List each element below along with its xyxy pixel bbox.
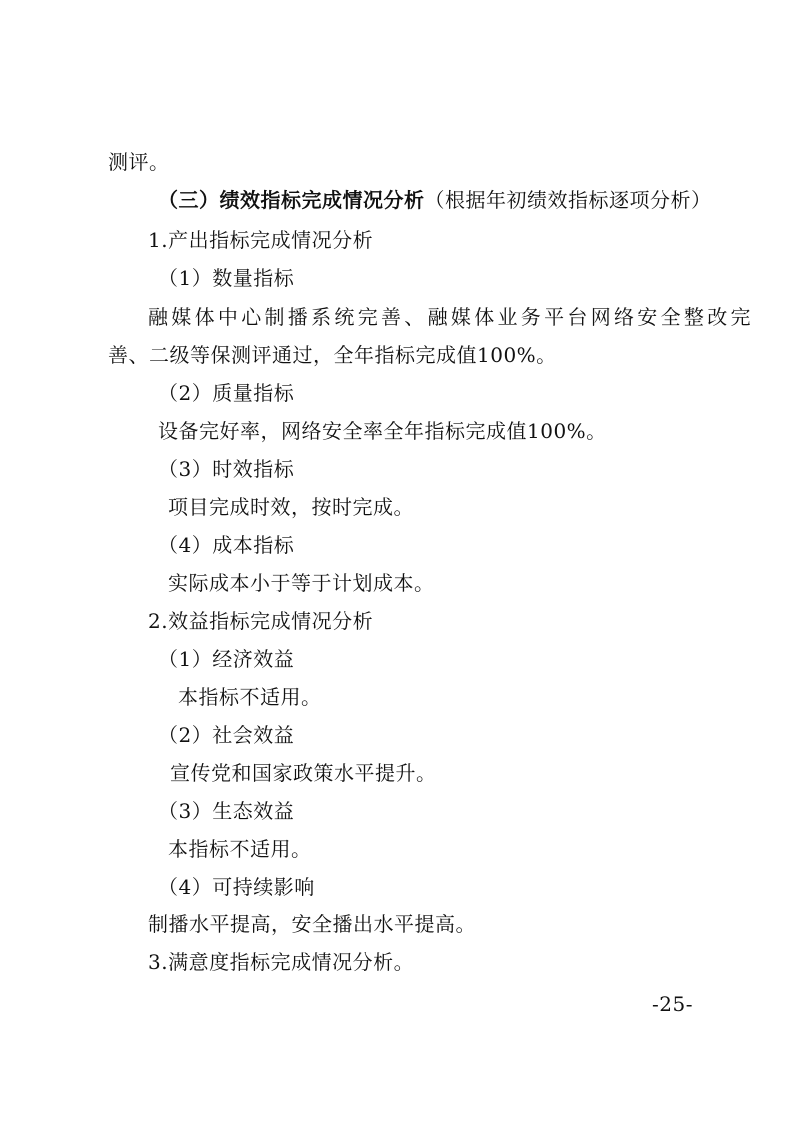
paragraph-line: 宣传党和国家政策水平提升。 <box>170 761 437 785</box>
item-heading: （1）经济效益 <box>158 647 295 671</box>
item-heading: （4）成本指标 <box>158 533 295 557</box>
paragraph-line: 项目完成时效，按时完成。 <box>168 495 414 519</box>
item-heading: （2）社会效益 <box>158 723 295 747</box>
paragraph-line: 本指标不适用。 <box>178 685 322 709</box>
item-heading: （1）数量指标 <box>158 266 295 290</box>
paragraph-line: 善、二级等保测评通过，全年指标完成值100%。 <box>108 343 557 367</box>
item-heading: （4）可持续影响 <box>158 875 315 899</box>
text-line: 测评。 <box>108 150 170 174</box>
section-heading <box>158 188 712 212</box>
subsection-heading: 1.产出指标完成情况分析 <box>148 228 374 252</box>
item-heading: （3）生态效益 <box>158 799 295 823</box>
subsection-heading: 2.效益指标完成情况分析 <box>148 609 374 633</box>
page-number: -25- <box>652 992 693 1016</box>
paragraph-line: 制播水平提高，安全播出水平提高。 <box>148 912 476 936</box>
paragraph-line: 设备完好率，网络安全率全年指标完成值100%。 <box>158 419 607 443</box>
item-heading: （3）时效指标 <box>158 457 295 481</box>
paragraph-line: 融媒体中心制播系统完善、融媒体业务平台网络安全整改完 <box>148 305 754 329</box>
paragraph-line: 实际成本小于等于计划成本。 <box>168 571 435 595</box>
subsection-heading: 3.满意度指标完成情况分析。 <box>148 950 415 974</box>
paragraph-line: 本指标不适用。 <box>168 837 312 861</box>
section-heading-note: （根据年初绩效指标逐项分析） <box>424 188 712 212</box>
item-heading: （2）质量指标 <box>158 381 295 405</box>
section-heading-title: （三）绩效指标完成情况分析 <box>158 188 425 212</box>
